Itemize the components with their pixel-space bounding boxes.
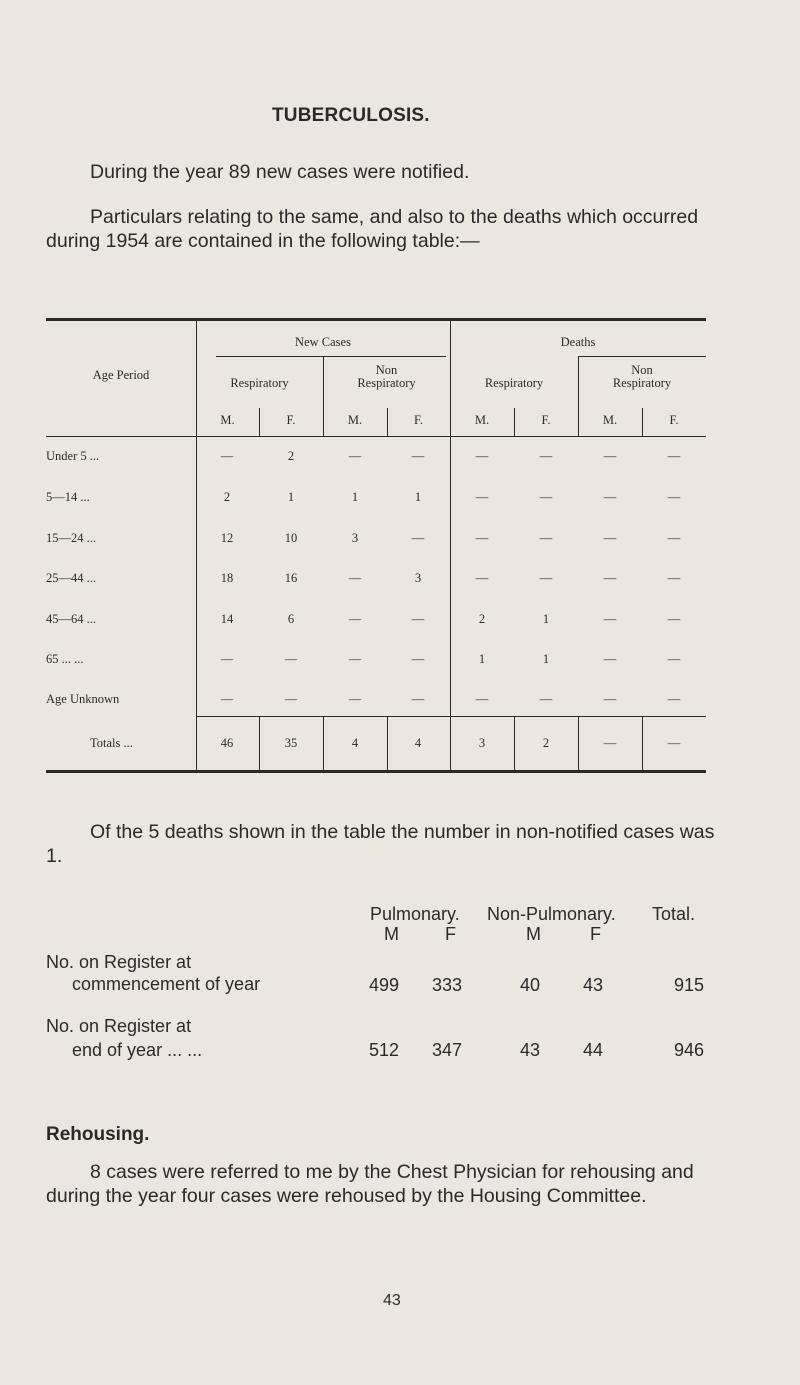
register-total-value: 946 (674, 1040, 705, 1060)
age-period-label: 65 ... ... (46, 652, 84, 666)
table-col-rule (323, 716, 324, 770)
sex-header-f: F. (541, 413, 551, 427)
register-row-label: No. on Register at (46, 952, 192, 972)
table-cell: — (411, 692, 425, 706)
sex-header-f: F. (413, 413, 424, 427)
table-cell: — (411, 449, 425, 463)
age-period-label: 45—64 ... (46, 612, 96, 626)
deaths-note-paragraph: Of the 5 deaths shown in the table the number in non-notified cases was 1. (46, 821, 715, 867)
table-top-rule (46, 318, 706, 321)
age-period-label: 15—24 ... (46, 531, 96, 545)
totals-cell: 35 (284, 736, 298, 750)
table-cell: — (603, 490, 617, 504)
table-cell: — (284, 652, 298, 666)
totals-cell: 3 (478, 736, 486, 750)
total-header: Total. (652, 904, 696, 924)
register-value: 44 (583, 1040, 604, 1060)
table-cell: — (539, 692, 553, 706)
table-cell: 2 (223, 490, 231, 504)
sex-header-m: M. (474, 413, 490, 427)
totals-cell: 4 (414, 736, 422, 750)
sex-header-m: M. (220, 413, 235, 427)
register-row-label: No. on Register at (46, 1016, 192, 1036)
respiratory-header: Respiratory (484, 376, 544, 390)
table-cell: 12 (220, 531, 234, 545)
table-col-rule (578, 716, 579, 770)
sex-header-m: M. (602, 413, 618, 427)
register-value: 512 (369, 1040, 400, 1060)
table-cell: — (284, 692, 298, 706)
table-col-rule (514, 716, 515, 770)
totals-cell: — (603, 736, 617, 750)
register-value: 333 (432, 975, 463, 995)
table-cell: — (411, 531, 425, 545)
tuberculosis-table (46, 318, 706, 774)
register-value: 43 (520, 1040, 541, 1060)
table-cell: — (603, 531, 617, 545)
table-cell: — (475, 692, 489, 706)
rehousing-heading: Rehousing. (46, 1124, 150, 1145)
table-cell: 1 (351, 490, 359, 504)
table-cell: — (667, 652, 681, 666)
table-cell: 1 (478, 652, 486, 666)
table-cell: 3 (414, 571, 422, 585)
table-cell: 10 (284, 531, 298, 545)
table-cell: — (348, 449, 362, 463)
particulars-paragraph: Particulars relating to the same, and also to the deaths which occurred during 1954 are contained in the following table:— (46, 206, 699, 252)
non-pulmonary-m-header: M (526, 924, 541, 944)
table-cell: 16 (284, 571, 298, 585)
table-cell: — (475, 571, 489, 585)
register-value: 40 (520, 975, 541, 995)
table-cell: — (411, 612, 425, 626)
table-cell: — (667, 531, 681, 545)
age-period-header: Age Period (92, 368, 150, 382)
table-cell: 18 (220, 571, 234, 585)
non-respiratory-header-line1: Non (375, 363, 398, 377)
respiratory-header: Respiratory (230, 376, 289, 390)
table-cell: 3 (351, 531, 359, 545)
table-cell: 6 (287, 612, 295, 626)
register-row-label: commencement of year (72, 974, 261, 994)
table-col-rule (387, 716, 388, 770)
non-respiratory-header-line2: Respiratory (357, 376, 416, 390)
register-value: 43 (583, 975, 604, 995)
totals-cell: 2 (542, 736, 550, 750)
table-cell: 2 (478, 612, 486, 626)
table-cell: — (539, 571, 553, 585)
rehousing-paragraph: 8 cases were referred to me by the Chest Physician for rehousing and during the year four cases were rehoused by the Housing Committee. (46, 1161, 694, 1207)
sex-header-m: M. (347, 413, 363, 427)
table-cell: — (475, 531, 489, 545)
intro-paragraph: During the year 89 new cases were notified. (90, 161, 470, 183)
table-cell: — (667, 571, 681, 585)
table-rule (196, 436, 706, 437)
register-value: 347 (432, 1040, 463, 1060)
table-cell: — (220, 652, 234, 666)
pulmonary-m-header: M (384, 924, 399, 944)
page-number: 43 (383, 1292, 401, 1309)
table-cell: 1 (542, 652, 550, 666)
table-cell: — (667, 490, 681, 504)
table-cell: — (220, 449, 234, 463)
table-cell: — (348, 612, 362, 626)
non-respiratory-header-line1: Non (631, 363, 653, 377)
table-rule (46, 436, 196, 437)
age-period-label: 25—44 ... (46, 571, 96, 585)
table-cell: 14 (220, 612, 234, 626)
table-cell: — (348, 571, 362, 585)
table-cell: — (603, 692, 617, 706)
table-cell: — (603, 449, 617, 463)
register-total-value: 915 (674, 975, 705, 995)
table-cell: — (603, 652, 617, 666)
table-cell: 1 (414, 490, 422, 504)
age-period-label: 5—14 ... (46, 490, 90, 504)
non-respiratory-header-line2: Respiratory (612, 376, 672, 390)
non-pulmonary-f-header: F (590, 924, 601, 944)
table-cell: — (220, 692, 234, 706)
table-rule (216, 356, 446, 357)
table-cell: — (475, 449, 489, 463)
page-title: TUBERCULOSIS. (272, 105, 430, 126)
table-cell: — (539, 490, 553, 504)
deaths-header: Deaths (560, 335, 596, 349)
table-cell: — (348, 692, 362, 706)
table-cell: — (539, 531, 553, 545)
non-pulmonary-header: Non-Pulmonary. (487, 904, 616, 924)
table-rule (578, 356, 706, 357)
table-cell: 2 (287, 449, 295, 463)
table-cell: — (667, 449, 681, 463)
new-cases-header: New Cases (295, 335, 351, 349)
table-col-rule (642, 716, 643, 770)
totals-cell: — (667, 736, 681, 750)
table-cell: 1 (287, 490, 295, 504)
register-value: 499 (369, 975, 400, 995)
sex-header-f: F. (669, 413, 679, 427)
table-bottom-rule (46, 770, 706, 773)
register-row-label: end of year ... ... (72, 1040, 203, 1060)
table-rule (196, 716, 706, 717)
age-period-label: Age Unknown (46, 692, 120, 706)
table-cell: — (603, 571, 617, 585)
table-cell: 1 (542, 612, 550, 626)
totals-cell: 46 (220, 736, 234, 750)
table-col-rule (259, 716, 260, 770)
table-cell: — (539, 449, 553, 463)
table-cell: — (348, 652, 362, 666)
pulmonary-f-header: F (445, 924, 456, 944)
table-cell: — (667, 692, 681, 706)
table-cell: — (411, 652, 425, 666)
totals-label: Totals ... (90, 736, 133, 750)
table-cell: — (475, 490, 489, 504)
age-period-label: Under 5 ... (46, 449, 100, 463)
pulmonary-header: Pulmonary. (370, 904, 460, 924)
table-cell: — (603, 612, 617, 626)
table-cell: — (667, 612, 681, 626)
totals-cell: 4 (351, 736, 359, 750)
sex-header-f: F. (286, 413, 296, 427)
